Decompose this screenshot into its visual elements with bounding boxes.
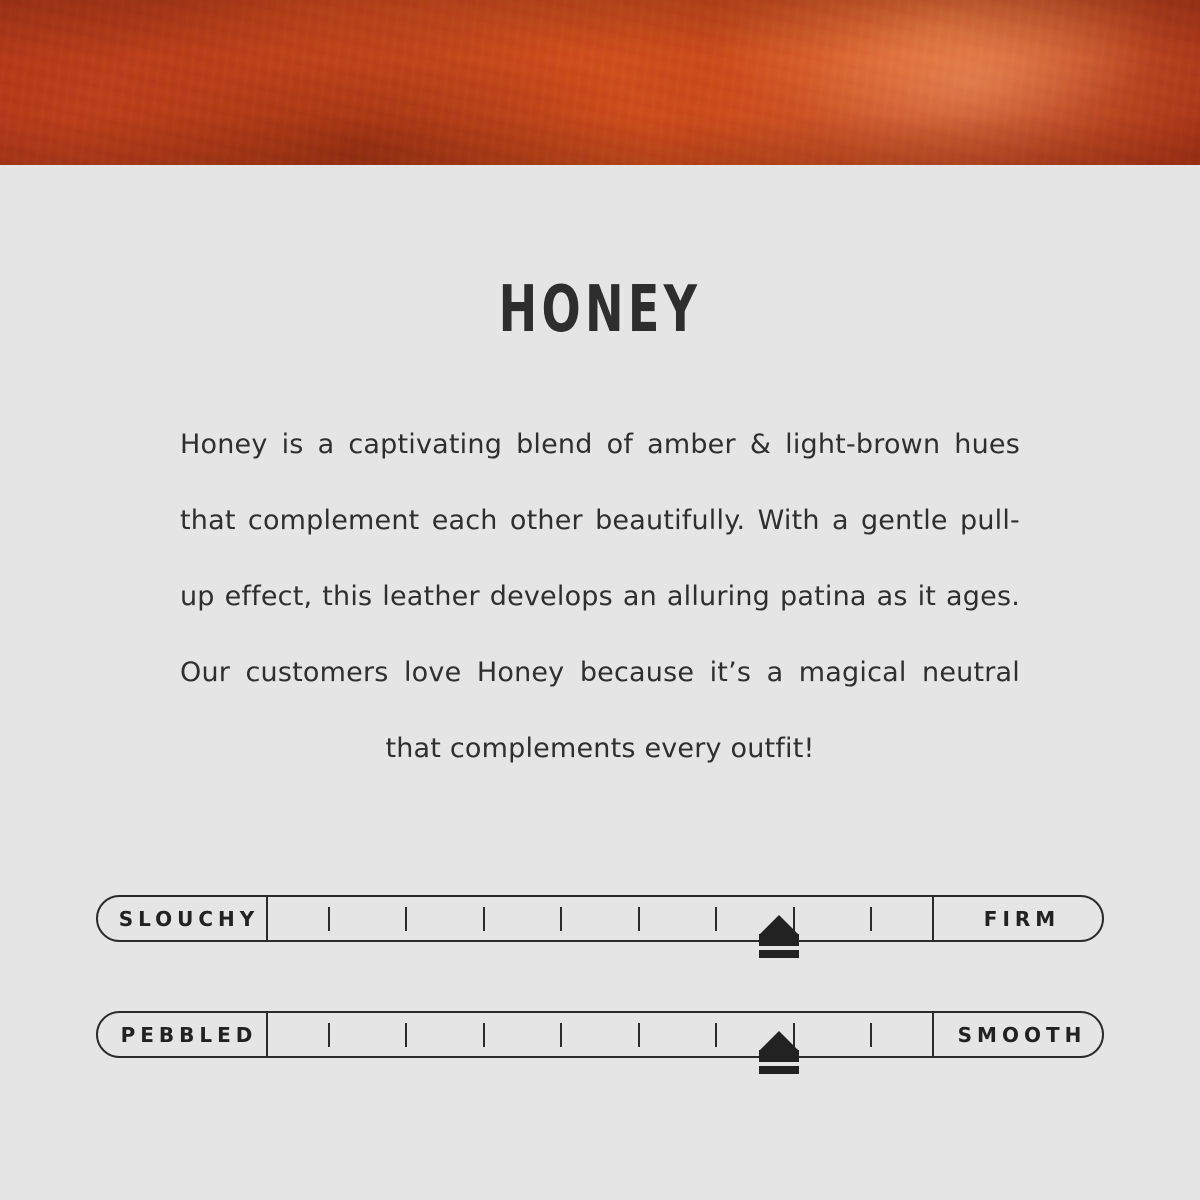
marker-body bbox=[759, 934, 799, 946]
marker-base bbox=[759, 1066, 799, 1074]
card-content bbox=[0, 273, 1200, 787]
marker-base bbox=[759, 950, 799, 958]
tick-mark bbox=[483, 1023, 485, 1047]
tick-mark bbox=[870, 907, 872, 931]
tick-mark bbox=[638, 1023, 640, 1047]
leather-swatch-banner bbox=[0, 0, 1200, 165]
tick-mark bbox=[328, 907, 330, 931]
tick-mark bbox=[638, 907, 640, 931]
leather-edge-shadow bbox=[0, 0, 1200, 165]
tick-mark bbox=[328, 1023, 330, 1047]
scale-texture-marker[interactable] bbox=[759, 1031, 799, 1077]
scale-structure bbox=[96, 895, 1104, 953]
scale-structure-marker[interactable] bbox=[759, 915, 799, 961]
marker-body bbox=[759, 1050, 799, 1062]
scale-texture-track[interactable] bbox=[268, 1013, 932, 1056]
marker-pointer-icon bbox=[759, 1031, 799, 1051]
scale-texture bbox=[96, 1011, 1104, 1069]
marker-pointer-icon bbox=[759, 915, 799, 935]
tick-mark bbox=[405, 907, 407, 931]
scale-texture-ticks bbox=[268, 1013, 932, 1056]
scale-texture-left-label: PEBBLED bbox=[98, 1013, 268, 1056]
tick-mark bbox=[715, 1023, 717, 1047]
tick-mark bbox=[715, 907, 717, 931]
scale-structure-left-label: SLOUCHY bbox=[98, 897, 268, 940]
tick-mark bbox=[483, 907, 485, 931]
page-title: HONEY bbox=[498, 273, 702, 347]
tick-mark bbox=[405, 1023, 407, 1047]
scale-structure-right-label: FIRM bbox=[932, 897, 1102, 940]
tick-mark bbox=[560, 907, 562, 931]
scale-structure-ticks bbox=[268, 897, 932, 940]
attribute-scales bbox=[0, 895, 1200, 1069]
tick-mark bbox=[560, 1023, 562, 1047]
scale-texture-right-label: SMOOTH bbox=[932, 1013, 1102, 1056]
tick-mark bbox=[870, 1023, 872, 1047]
color-description: Honey is a captivating blend of amber & light-brown hues that complement each other beautifully. With a gentle pull-up effect, this leather develops an alluring patina as it ages. Our customers love Honey because it’s a magical neutral that complements every outfit! bbox=[180, 429, 1020, 764]
scale-structure-track[interactable] bbox=[268, 897, 932, 940]
